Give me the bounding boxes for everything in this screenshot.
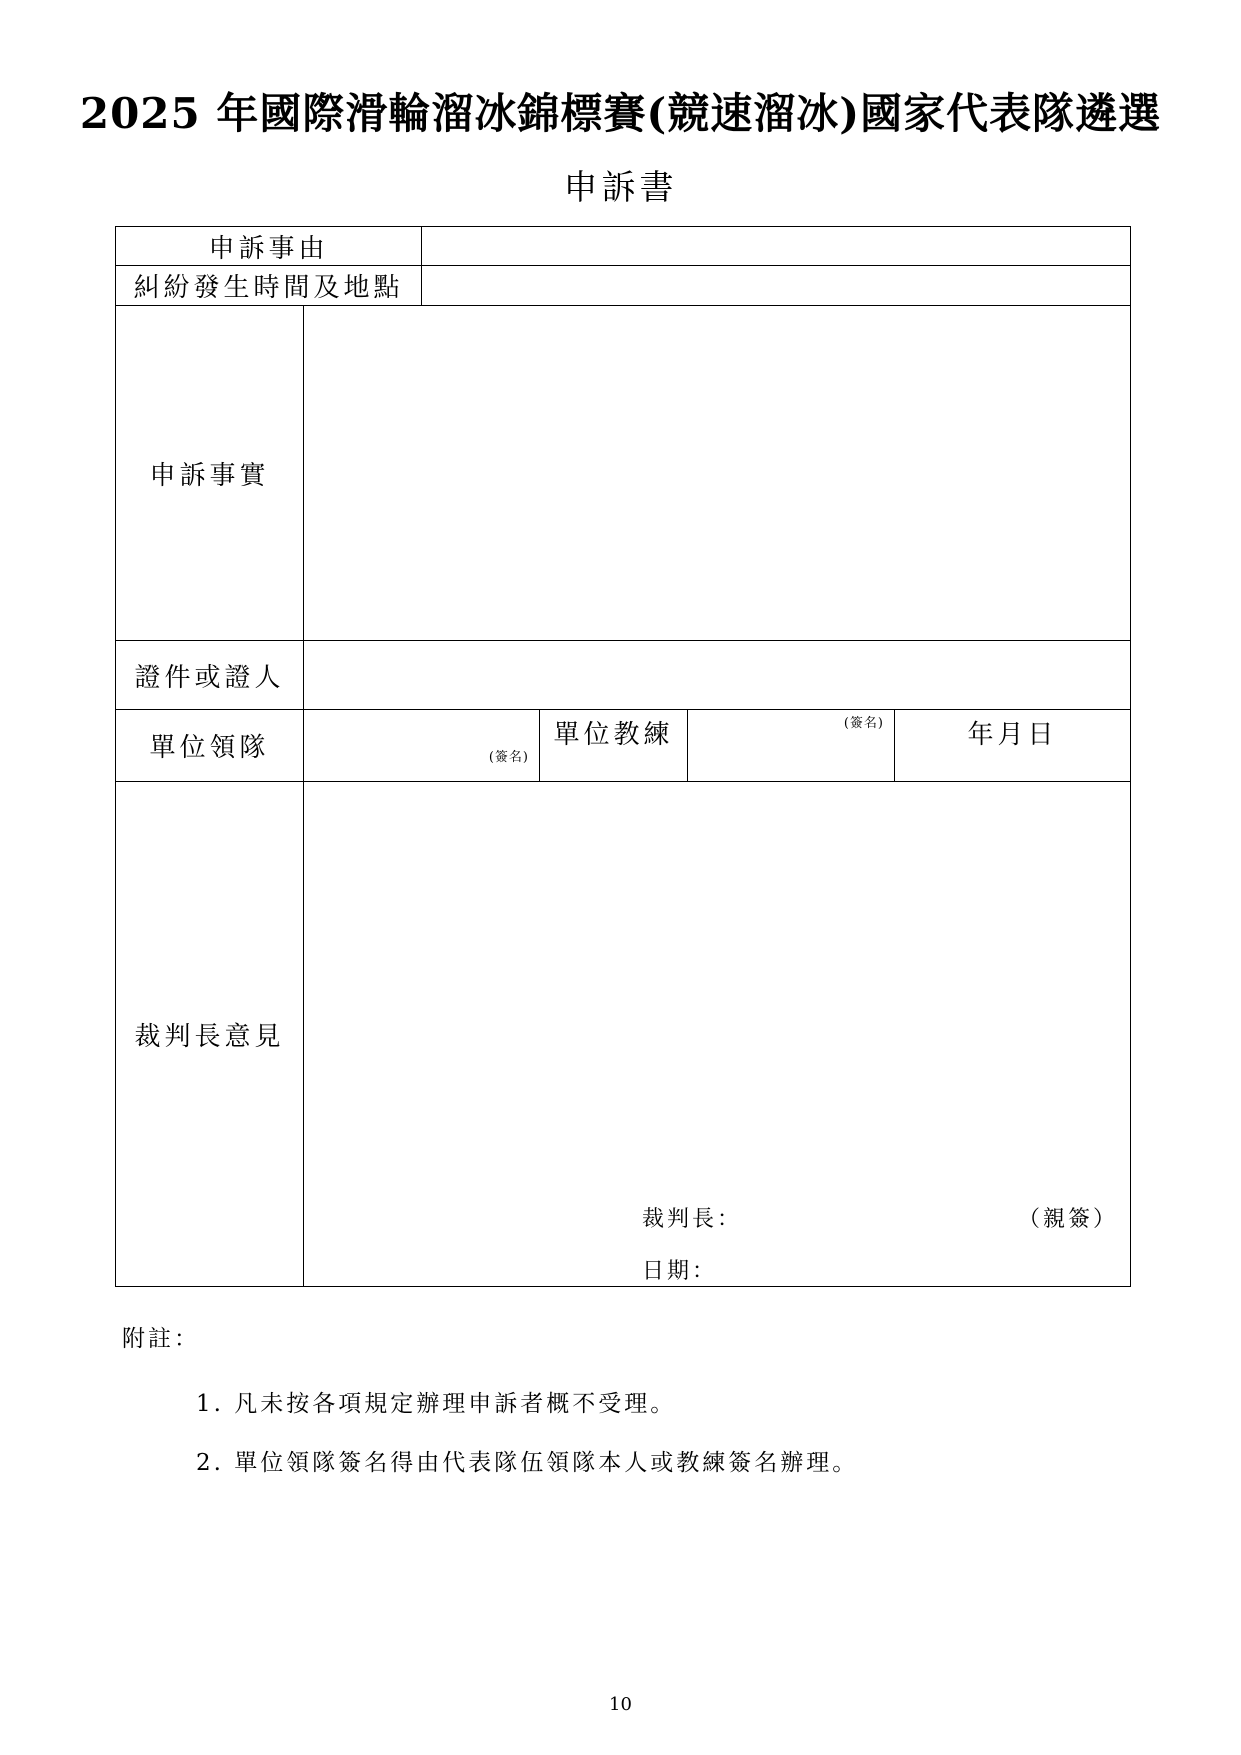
- referee-date-label: 日期：: [642, 1259, 718, 1284]
- time-place-label: 糾紛發生時間及地點: [116, 266, 422, 306]
- reason-label: 申訴事由: [116, 227, 422, 266]
- date-label: 年月日: [895, 710, 1131, 782]
- note-item-1: 1. 凡未按各項規定辦理申訴者概不受理。: [196, 1391, 677, 1417]
- referee-sign-hint: （親簽）: [1018, 1207, 1119, 1232]
- facts-label: 申訴事實: [116, 306, 304, 641]
- leader-sign-field[interactable]: [304, 710, 540, 782]
- document-subtitle: 申訴書: [563, 168, 678, 208]
- time-place-field[interactable]: [422, 266, 1131, 306]
- reason-field[interactable]: [422, 227, 1131, 266]
- coach-sign-field[interactable]: [688, 710, 895, 782]
- document-title: 2025 年國際滑輪溜冰錦標賽(競速溜冰)國家代表隊遴選: [79, 89, 1162, 138]
- referee-opinion-label: 裁判長意見: [116, 782, 304, 1287]
- evidence-field[interactable]: [304, 641, 1131, 710]
- note-item-2: 2. 單位領隊簽名得由代表隊伍領隊本人或教練簽名辦理。: [196, 1450, 859, 1476]
- coach-sign-hint: (簽名): [843, 716, 885, 731]
- coach-label: 單位教練: [540, 710, 688, 782]
- leader-sign-hint: (簽名): [488, 750, 530, 765]
- evidence-label: 證件或證人: [116, 641, 304, 710]
- page-number: 10: [609, 1694, 632, 1715]
- leader-label: 單位領隊: [116, 710, 304, 782]
- referee-opinion-field[interactable]: [304, 782, 1131, 1287]
- appeal-form-table: [115, 226, 1131, 1287]
- referee-label: 裁判長：: [642, 1207, 743, 1232]
- facts-field[interactable]: [304, 306, 1131, 641]
- notes-heading: 附註：: [122, 1326, 200, 1352]
